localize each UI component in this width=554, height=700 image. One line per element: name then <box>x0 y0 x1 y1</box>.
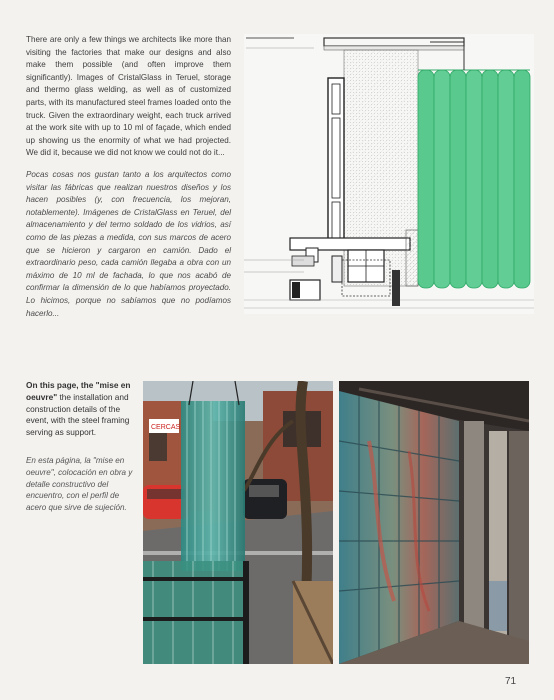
construction-detail-drawing <box>244 34 534 314</box>
detail-svg <box>244 34 534 314</box>
installation-photo-street <box>143 381 333 664</box>
body-text-english: There are only a few things we architects like more than visiting the factories that make our designs and also make them possible (and often improve them significantly). Images of CristalGlass in Teruel, storage and thermo glass welding, as well as of customized parts, with its manufactured steel frames loaded onto the truck. Given the extraordinary weight, each truck arrived at the work site with up to 10 ml of façade, which ended up showing us the enormity of what we had projected. We did it, because we did not know we could not do it... <box>26 35 231 158</box>
caption-spanish: En esta página, la "mise en oeuvre", colocación en obra y detalle constructivo del encuentro, con el perfil de acero que sirve de sujeción. <box>26 456 133 513</box>
caption-english-highlight: On this page, the "mise en oeuvre" <box>26 380 131 402</box>
green-glass-panels <box>418 70 530 288</box>
body-text-spanish: Pocas cosas nos gustan tanto a los arquitectos como visitar las fábricas que realizan nuestros diseños y los hacen posibles (y, con frecuencia, los mejoran, notablemente). Imágenes de CristalGlass en Teruel, del almacenamiento y del termo soldado de los vidrios, así como de las piezas a medida, con sus marcos de acero que se hicieron y cargaron en camión. Dado el extraordinario peso, cada camión llegaba a obra con un máximo de 10 ml de fachada, lo que nos acabó de confirmar la dimensión de lo que habíamos proyectado. Lo hicimos, porque no sabíamos que no podíamos hacerlo... <box>26 170 231 318</box>
shop-sign: CERCAS <box>151 424 181 431</box>
caption-english-rest: the installation and construction details of the event, with the steel framing serving as support. <box>26 391 130 438</box>
installation-photo-facade <box>339 381 529 664</box>
caption-english <box>26 380 136 439</box>
page-number: 71 <box>505 676 517 687</box>
